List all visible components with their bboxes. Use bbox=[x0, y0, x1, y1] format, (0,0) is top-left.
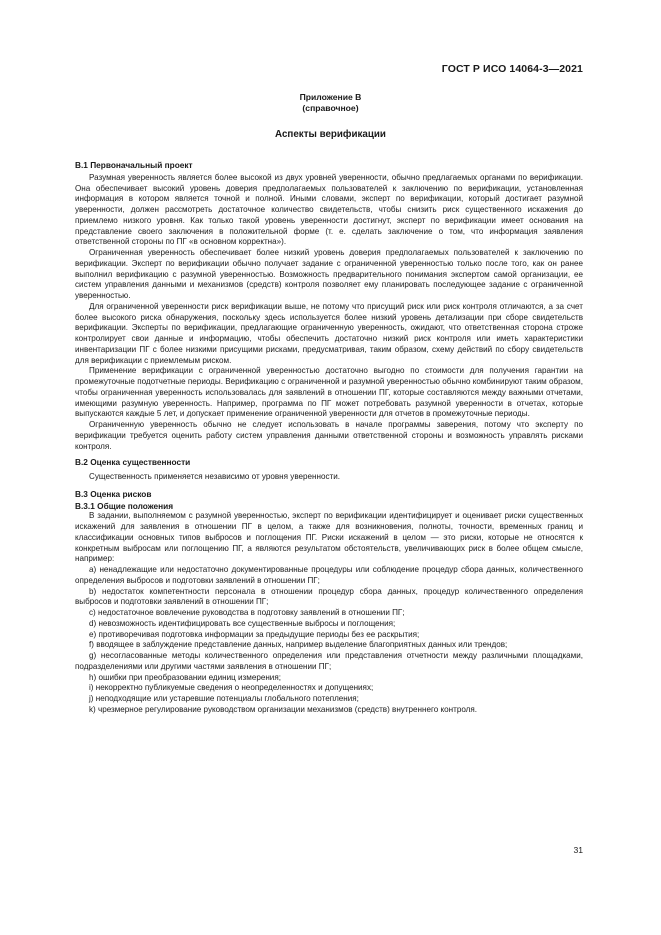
paragraph: Разумная уверенность является более высокой из двух уровней уверенности, обычно предлагаемых органами по верификации. Она обеспечивает высокий уровень доверия предполагаемых пользователей к заключению по верификации, установленная информация в котором является точной и полной. Иными словами, эксперт по верификации, который достигает разумной уверенности, должен рассмотреть достаточное количество свидетельств, чтобы снизить риск существенного искажения до приемлемо низкого уровня. Как только такой уровень уверенности достигнут, эксперт по верификации имеет основания на представление своего заключения в положительной форме (т. е. сделать заключение о том, что информация заявления ответственной стороны по ПГ «в основном корректна»). bbox=[75, 172, 583, 247]
document-code: ГОСТ Р ИСО 14064-3—2021 bbox=[441, 63, 583, 75]
paragraph: В задании, выполняемом с разумной уверенностью, эксперт по верификации идентифицирует и оценивает риски существенных искажений для заявления в отношении ПГ в целом, а также для возникновения, полноты, точности, временных границ и классификации основных типов выбросов и поглощения ПГ. Риски искажений в целом — это риски, которые не относятся к конкретным выбросам или поглощению ПГ, а являются результатом обстоятельств, увеличивающих риск в более общем смысле, например: bbox=[75, 511, 583, 564]
appendix-title: Приложение В bbox=[299, 92, 362, 102]
section-title: Аспекты верификации bbox=[275, 129, 386, 140]
paragraph: Для ограниченной уверенности риск верификации выше, не потому что присущий риск или риск контроля отличаются, а за счет более высокого риска обнаружения, поскольку здесь используется более низкий уровень детализации при сборе свидетельств верификации. Эксперты по верификации, предлагающие ограниченную уверенность, ожидают, что ответственная сторона строже контролирует свои данные и информацию, чтобы обеспечить достаточно низкий риск контроля или иметь характеристики инвентаризации ПГ с более низкими присущими рисками, предусматривая, таким образом, схему действий по сбору свидетельств для верификации с приемлемым риском. bbox=[75, 301, 583, 365]
document-body bbox=[75, 160, 583, 716]
list-item: k) чрезмерное регулирование руководством организации механизмов (средств) внутреннего контроля. bbox=[89, 704, 478, 714]
list-item: j) неподходящие или устаревшие потенциалы глобального потепления; bbox=[89, 694, 359, 703]
heading-b3: В.3 Оценка рисков bbox=[75, 488, 152, 499]
paragraph: Существенность применяется независимо от уровня уверенности. bbox=[89, 472, 341, 481]
list-item: h) ошибки при преобразовании единиц измерения; bbox=[89, 672, 281, 682]
list-item: f) вводящее в заблуждение представление данных, например выделение благоприятных данных или трендов; bbox=[89, 640, 508, 650]
page-number: 31 bbox=[573, 845, 583, 855]
list-item: i) некорректно публикуемые сведения о неопределенностях и допущениях; bbox=[89, 683, 374, 693]
heading-b3-1: В.3.1 Общие положения bbox=[75, 500, 174, 511]
list-item: с) недостаточное вовлечение руководства в подготовку заявлений в отношении ПГ; bbox=[89, 608, 405, 617]
appendix-heading bbox=[0, 92, 661, 114]
list-item: а) ненадлежащие или недостаточно документированные процедуры или соблюдение процедур сбора данных, количественного определения выбросов и подготовки заявлений в отношении ПГ; bbox=[75, 565, 583, 585]
paragraph: Применение верификации с ограниченной уверенностью достаточно выгодно по стоимости для получения гарантии на промежуточные подотчетные периоды. Верификацию с ограниченной и разумной уверенностью обычно комбинируют таким образом, чтобы ограниченная уверенность использовалась для заявлений в отношении ПГ, которые составляются между важными отчетами, имеющими разумную уверенность. Например, программа по ПГ может потребовать разумной уверенности в отчетах, которые выпускаются каждые 5 лет, и допускает применение ограниченной уверенности для отчетов в промежуточные периоды. bbox=[75, 366, 583, 419]
appendix-subtitle: (справочное) bbox=[302, 103, 359, 113]
paragraph: Ограниченную уверенность обычно не следует использовать в начале программы заверения, потому что эксперту по верификации требуется оценить работу систем управления данными ответственной стороны и возможность управлять рисками контроля. bbox=[75, 420, 583, 451]
list-item: g) несогласованные методы количественного определения или представления отчетности между различными площадками, подразделениями или другими частями заявления в отношении ПГ; bbox=[75, 651, 583, 671]
list-item: b) недостаток компетентности персонала в отношении процедур сбора данных, процедур количественного определения выбросов и подготовки заявлений в отношении ПГ; bbox=[75, 586, 583, 607]
heading-b2: В.2 Оценка существенности bbox=[75, 457, 191, 468]
list-item: d) невозможность идентифицировать все существенные выбросы и поглощения; bbox=[89, 618, 396, 628]
paragraph: Ограниченная уверенность обеспечивает более низкий уровень доверия предполагаемых пользователей к заключению по верификации. Эксперт по верификации обычно получает задание с ограниченной уверенностью только после того, как он ранее выполнил верификацию с разумной уверенностью. Возможность предварительного понимания экспертом самой организации, ее систем управления данными и механизмов (средств) контроля позволяет ему планировать последующее задание с ограниченной уверенностью. bbox=[75, 248, 583, 300]
list-item: е) противоречивая подготовка информации за предыдущие периоды без ее раскрытия; bbox=[89, 629, 420, 639]
heading-b1: В.1 Первоначальный проект bbox=[75, 160, 193, 170]
